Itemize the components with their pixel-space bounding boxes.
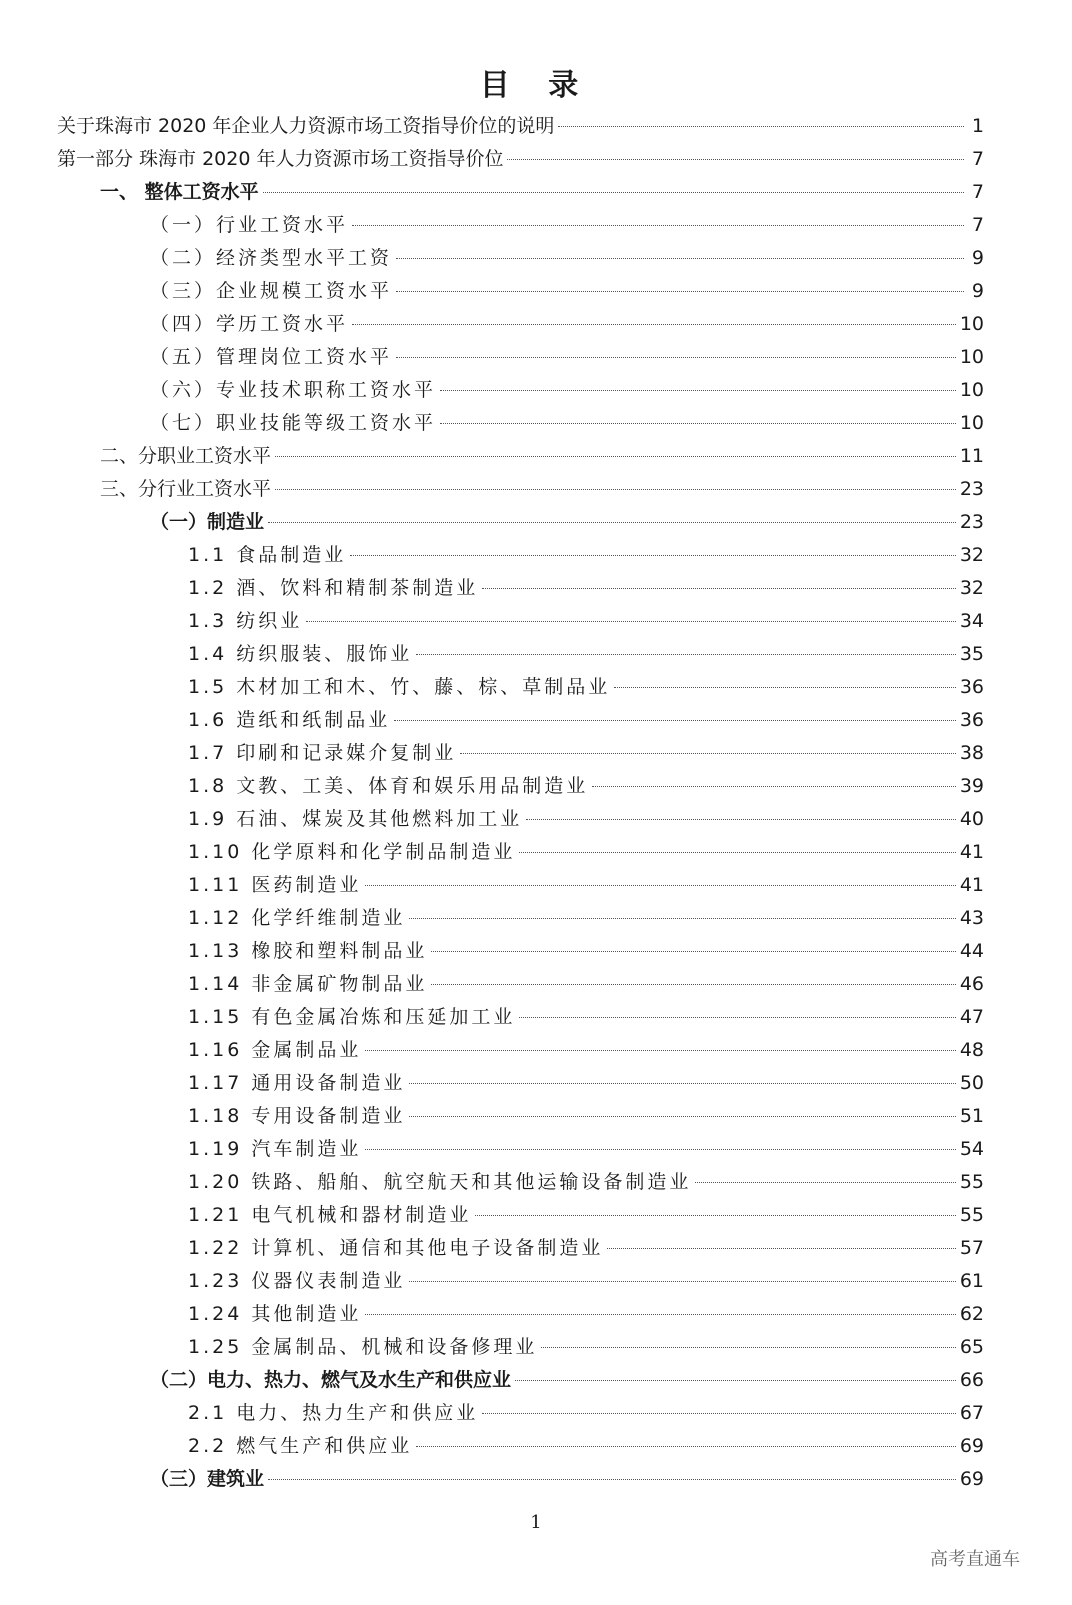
- toc-entry-page: 7: [971, 148, 984, 170]
- toc-entry[interactable]: [188, 1166, 984, 1199]
- toc-entry-page: 36: [959, 709, 984, 731]
- toc-entry-page: 23: [959, 478, 984, 500]
- toc-leader-dots: [394, 720, 956, 721]
- watermark: 高考直通车: [930, 1549, 1020, 1570]
- toc-entry[interactable]: [188, 935, 984, 968]
- toc-entry[interactable]: [188, 539, 984, 572]
- toc-entry-label: 1.17 通用设备制造业: [188, 1072, 406, 1094]
- toc-leader-dots: [475, 1215, 955, 1216]
- toc-entry-label: 1.3 纺织业: [188, 610, 303, 632]
- toc-leader-dots: [275, 456, 956, 457]
- toc-entry[interactable]: [188, 1397, 984, 1430]
- toc-entry-label: （一）制造业: [150, 511, 265, 533]
- toc-entry-label: 1.24 其他制造业: [188, 1303, 362, 1325]
- toc-entry-page: 47: [959, 1006, 984, 1028]
- toc-entry[interactable]: [188, 1331, 984, 1364]
- toc-entry[interactable]: [188, 572, 984, 605]
- toc-entry-page: 69: [959, 1435, 984, 1457]
- toc-entry[interactable]: [188, 704, 984, 737]
- toc-entry[interactable]: [188, 770, 984, 803]
- toc-entry-label: 第一部分 珠海市 2020 年人力资源市场工资指导价位: [57, 148, 504, 170]
- toc-entry-label: 1.23 仪器仪表制造业: [188, 1270, 406, 1292]
- page-title: 目 录: [479, 68, 593, 103]
- toc-entry-label: 1.5 木材加工和木、竹、藤、棕、草制品业: [188, 676, 611, 698]
- toc-entry-page: 55: [959, 1171, 984, 1193]
- toc-entry[interactable]: [188, 1430, 984, 1463]
- toc-entry-label: 1.19 汽车制造业: [188, 1138, 362, 1160]
- toc-entry-page: 50: [959, 1072, 984, 1094]
- toc-entry-label: 二、分职业工资水平: [100, 445, 272, 467]
- toc-entry-page: 43: [959, 907, 984, 929]
- toc-entry-page: 32: [959, 577, 984, 599]
- toc-entry[interactable]: [188, 1001, 984, 1034]
- toc-entry-label: （二）电力、热力、燃气及水生产和供应业: [150, 1369, 512, 1391]
- toc-entry-label: 2.1 电力、热力生产和供应业: [188, 1402, 479, 1424]
- toc-leader-dots: [365, 1149, 955, 1150]
- toc-entry-page: 65: [959, 1336, 984, 1358]
- toc-entry[interactable]: [150, 1463, 984, 1496]
- toc-entry-label: 1.2 酒、饮料和精制茶制造业: [188, 577, 479, 599]
- toc-entry-page: 7: [971, 214, 984, 236]
- toc-entry-label: （二）经济类型水平工资: [150, 247, 393, 269]
- toc-entry[interactable]: [150, 374, 984, 407]
- toc-entry[interactable]: [188, 1298, 984, 1331]
- toc-entry-label: 1.15 有色金属冶炼和压延加工业: [188, 1006, 516, 1028]
- toc-entry-page: 67: [959, 1402, 984, 1424]
- toc-entry[interactable]: [188, 737, 984, 770]
- toc-entry-page: 38: [959, 742, 984, 764]
- toc-entry[interactable]: [150, 1364, 984, 1397]
- toc-leader-dots: [365, 885, 955, 886]
- toc-entry[interactable]: [150, 209, 984, 242]
- toc-entry[interactable]: [150, 275, 984, 308]
- toc-leader-dots: [416, 654, 956, 655]
- toc-entry-page: 44: [959, 940, 984, 962]
- toc-entry-label: 1.7 印刷和记录媒介复制业: [188, 742, 457, 764]
- toc-entry-label: （七）职业技能等级工资水平: [150, 412, 437, 434]
- toc-entry[interactable]: [188, 968, 984, 1001]
- toc-leader-dots: [519, 852, 955, 853]
- toc-entry-label: （三）企业规模工资水平: [150, 280, 393, 302]
- toc-entry-page: 1: [971, 115, 984, 137]
- toc-entry[interactable]: [150, 407, 984, 440]
- toc-entry[interactable]: [57, 143, 984, 176]
- toc-leader-dots: [515, 1380, 956, 1381]
- toc-entry[interactable]: [188, 869, 984, 902]
- toc-leader-dots: [409, 918, 955, 919]
- toc-entry-page: 10: [959, 379, 984, 401]
- toc-entry[interactable]: [188, 1265, 984, 1298]
- toc-entry-label: 1.11 医药制造业: [188, 874, 362, 896]
- toc-entry[interactable]: [188, 1199, 984, 1232]
- toc-leader-dots: [409, 1083, 955, 1084]
- toc-entry-page: 51: [959, 1105, 984, 1127]
- toc-entry-label: 1.12 化学纤维制造业: [188, 907, 406, 929]
- toc-entry-page: 54: [959, 1138, 984, 1160]
- toc-entry-label: 1.4 纺织服装、服饰业: [188, 643, 413, 665]
- toc-leader-dots: [268, 522, 956, 523]
- toc-entry-label: 1.21 电气机械和器材制造业: [188, 1204, 472, 1226]
- toc-leader-dots: [526, 819, 956, 820]
- toc-leader-dots: [409, 1116, 955, 1117]
- toc-leader-dots: [507, 159, 964, 160]
- toc-entry-page: 39: [959, 775, 984, 797]
- toc-entry-page: 41: [959, 874, 984, 896]
- toc-leader-dots: [482, 588, 956, 589]
- toc-entry-page: 66: [959, 1369, 984, 1391]
- toc-entry-page: 7: [971, 181, 984, 203]
- toc-entry-page: 9: [971, 247, 984, 269]
- toc-entry[interactable]: [188, 605, 984, 638]
- toc-leader-dots: [396, 357, 956, 358]
- toc-leader-dots: [365, 1314, 955, 1315]
- toc-leader-dots: [431, 951, 955, 952]
- toc-leader-dots: [268, 1479, 956, 1480]
- toc-leader-dots: [350, 555, 956, 556]
- toc-leader-dots: [519, 1017, 955, 1018]
- toc-entry-label: 1.6 造纸和纸制品业: [188, 709, 391, 731]
- toc-entry[interactable]: [57, 110, 984, 143]
- toc-entry[interactable]: [188, 1034, 984, 1067]
- toc-leader-dots: [263, 192, 964, 193]
- toc-entry-page: 32: [959, 544, 984, 566]
- toc-leader-dots: [416, 1446, 956, 1447]
- toc-leader-dots: [396, 291, 964, 292]
- toc-leader-dots: [275, 489, 956, 490]
- toc-entry[interactable]: [100, 473, 984, 506]
- toc-leader-dots: [482, 1413, 956, 1414]
- toc-entry-page: 35: [959, 643, 984, 665]
- page-number: 1: [530, 1512, 542, 1533]
- toc-leader-dots: [614, 687, 956, 688]
- toc-leader-dots: [409, 1281, 955, 1282]
- toc-entry[interactable]: [188, 638, 984, 671]
- toc-entry-page: 10: [959, 412, 984, 434]
- toc-entry[interactable]: [188, 803, 984, 836]
- toc-entry-label: （六）专业技术职称工资水平: [150, 379, 437, 401]
- toc-entry-page: 11: [959, 445, 984, 467]
- toc-entry-page: 34: [959, 610, 984, 632]
- toc-entry[interactable]: [188, 1133, 984, 1166]
- toc-entry-label: （五）管理岗位工资水平: [150, 346, 393, 368]
- toc-entry-page: 57: [959, 1237, 984, 1259]
- toc-entry-page: 36: [959, 676, 984, 698]
- toc-leader-dots: [440, 390, 956, 391]
- toc-entry-page: 41: [959, 841, 984, 863]
- toc-entry[interactable]: [188, 902, 984, 935]
- toc-entry-label: 1.18 专用设备制造业: [188, 1105, 406, 1127]
- toc-entry-label: 1.1 食品制造业: [188, 544, 347, 566]
- toc-entry-page: 23: [959, 511, 984, 533]
- toc-leader-dots: [396, 258, 964, 259]
- toc-entry[interactable]: [188, 1067, 984, 1100]
- toc-entry-label: （三）建筑业: [150, 1468, 265, 1490]
- toc-entry[interactable]: [188, 1232, 984, 1265]
- toc-entry[interactable]: [150, 341, 984, 374]
- toc-entry-label: 1.10 化学原料和化学制品制造业: [188, 841, 516, 863]
- toc-entry-page: 40: [959, 808, 984, 830]
- toc-leader-dots: [440, 423, 956, 424]
- toc-entry-page: 9: [971, 280, 984, 302]
- toc-entry[interactable]: [188, 836, 984, 869]
- toc-entry-label: 1.22 计算机、通信和其他电子设备制造业: [188, 1237, 604, 1259]
- toc-entry-label: 1.9 石油、煤炭及其他燃料加工业: [188, 808, 523, 830]
- toc-leader-dots: [352, 324, 956, 325]
- toc-entry-page: 10: [959, 346, 984, 368]
- toc-leader-dots: [460, 753, 956, 754]
- toc-entry-label: 一、 整体工资水平: [100, 181, 259, 203]
- toc-entry-page: 48: [959, 1039, 984, 1061]
- toc-entry-page: 46: [959, 973, 984, 995]
- toc-entry-label: （一）行业工资水平: [150, 214, 349, 236]
- toc-entry-label: 1.20 铁路、船舶、航空航天和其他运输设备制造业: [188, 1171, 692, 1193]
- toc-entry-label: 2.2 燃气生产和供应业: [188, 1435, 413, 1457]
- toc-entry[interactable]: [150, 506, 984, 539]
- toc-entry-label: （四）学历工资水平: [150, 313, 349, 335]
- toc-entry-label: 1.25 金属制品、机械和设备修理业: [188, 1336, 538, 1358]
- toc-entry-label: 关于珠海市 2020 年企业人力资源市场工资指导价位的说明: [57, 115, 555, 137]
- toc-entry[interactable]: [188, 671, 984, 704]
- toc-entry-page: 10: [959, 313, 984, 335]
- toc-leader-dots: [431, 984, 955, 985]
- toc-leader-dots: [365, 1050, 955, 1051]
- toc-entry[interactable]: [100, 176, 984, 209]
- toc-leader-dots: [541, 1347, 955, 1348]
- toc-entry[interactable]: [150, 242, 984, 275]
- toc-leader-dots: [306, 621, 956, 622]
- toc-entry-label: 1.16 金属制品业: [188, 1039, 362, 1061]
- toc-entry-page: 62: [959, 1303, 984, 1325]
- toc-entry-page: 55: [959, 1204, 984, 1226]
- toc-leader-dots: [607, 1248, 955, 1249]
- toc-entry-label: 1.8 文教、工美、体育和娱乐用品制造业: [188, 775, 589, 797]
- toc-entry[interactable]: [150, 308, 984, 341]
- toc-entry-page: 61: [959, 1270, 984, 1292]
- toc-leader-dots: [558, 126, 964, 127]
- toc-entry-label: 1.13 橡胶和塑料制品业: [188, 940, 428, 962]
- toc-leader-dots: [592, 786, 956, 787]
- toc-leader-dots: [695, 1182, 955, 1183]
- toc-entry-page: 69: [959, 1468, 984, 1490]
- toc-entry[interactable]: [100, 440, 984, 473]
- toc-leader-dots: [352, 225, 964, 226]
- toc-entry-label: 1.14 非金属矿物制品业: [188, 973, 428, 995]
- toc-entry-label: 三、分行业工资水平: [100, 478, 272, 500]
- toc-entry[interactable]: [188, 1100, 984, 1133]
